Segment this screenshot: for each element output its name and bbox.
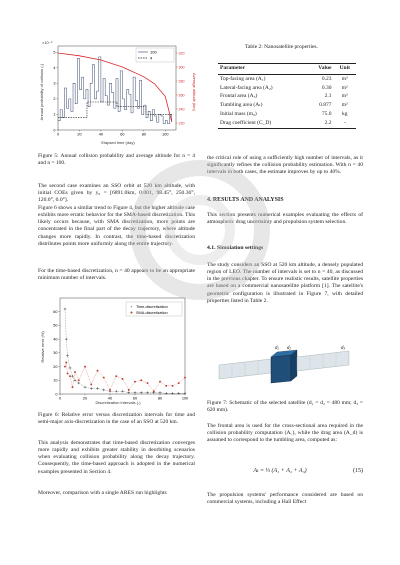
paragraph-frontal-area: The frontal area is used for the cross-sectional area required in the collision probability computation (A꜀), while the drag area (A_d) is assumed to correspond to the tumbling area, computed as: [207, 423, 363, 444]
fig5-y-left-tick-label: 2 [53, 97, 56, 102]
fig6-y-tick-label: 0 [55, 392, 58, 397]
fig5-y-left-label: Annual probability of collision (-) [39, 63, 44, 121]
fig6-time-point [77, 382, 80, 385]
fig5-marks [53, 51, 184, 137]
table-cell-value: 2.1 [324, 93, 332, 100]
paragraph-propulsion: The propulsion systems' performance considered are based on commercial systems, including a Hall Effect [207, 492, 363, 506]
fig6-y-tick-label: 10 [53, 378, 58, 383]
fig5-x-tick-label: 80 [141, 132, 146, 137]
equation-15 [207, 468, 363, 476]
fig6-legend-time: Time-discretization [136, 305, 168, 309]
fig6-sma-point [90, 383, 92, 385]
table-2-caption: Table 2: Nanosatellite properties. [245, 44, 318, 50]
fig6-x-tick-label: 40 [107, 396, 113, 401]
fig6-time-point [146, 391, 149, 394]
table-cell-value: 0.23 [321, 75, 332, 82]
fig5-legend [136, 48, 174, 62]
paragraph-ares-comparison: Moreover, comparison with a single ARES run highlights [38, 490, 167, 496]
fig5-y-right-tick-label: 260 [178, 93, 185, 98]
satellite-schematic [217, 343, 357, 393]
fig6-legend-sma: SMA-discretization [136, 311, 168, 315]
fig5-y-right-tick-label: 240 [178, 107, 185, 112]
table-2-header-row [218, 64, 356, 75]
fig6-time-point [102, 389, 105, 392]
figure-6 [38, 292, 195, 406]
dimension-label-d3: d₃ [341, 345, 345, 350]
fig5-legend-100: 100 [150, 49, 157, 55]
fig6-time-point [115, 390, 118, 393]
fig6-y-tick-label: 20 [53, 364, 58, 369]
fig6-time-point [64, 308, 67, 311]
fig5-x-tick-label: 60 [120, 132, 125, 137]
fig5-legend-4: 4 [150, 55, 153, 61]
table-row [218, 101, 356, 110]
section-4-heading: 4. RESULTS AND ANALYSIS [207, 197, 284, 203]
table-2 [218, 63, 356, 129]
fig5-y-left-tick-label: 4 [53, 66, 56, 71]
fig5-x-tick-label: 0 [56, 132, 60, 137]
fig6-sma-point [128, 389, 130, 391]
fig6-y-tick-label: 30 [53, 351, 58, 356]
satellite-body-side [291, 350, 297, 381]
fig6-sma-point [69, 375, 71, 377]
fig5-x-label: Elapsed time (day) [101, 140, 135, 145]
fig6-time-point [90, 387, 93, 390]
fig5-y-right-tick-label: 280 [178, 79, 185, 84]
fig6-x-tick-label: 80 [157, 396, 163, 401]
fig6-sma-point [109, 389, 111, 391]
table-header-value: Value [307, 64, 334, 75]
fig6-y-tick-label: 60 [53, 310, 58, 315]
fig6-sma-point [165, 385, 167, 387]
paragraph-critical-role: the critical role of using a sufficiently high number of intervals, as it significantly refines the collision probability estimation. With n = 40 intervals in both cases, the estimate improves by up to 40%. [207, 155, 363, 176]
fig5-y-left-tick-label: 3 [53, 81, 56, 86]
table-cell-unit: m² [341, 93, 348, 100]
paragraph-analysis-demonstrates: This analysis demonstrates that time-based discretization converges more rapidly and exhibits greater stability in deorbiting scenarios when evaluating collision probability along the decay trajectory. Consequently, the time-based approach is adopted in the numerical examples presented in Section 4. [38, 440, 195, 475]
fig6-sma-point [103, 377, 105, 379]
equation-number: (15) [353, 468, 363, 474]
paragraph-sso-orbit: The second case examines an SSO orbit at 520 km altitude, with initial COEs given by y₀ = [6891.0km, 0.001, 98.45°, 250.36°, 120.0°, 0.0°]. [38, 183, 195, 204]
paragraph-section-intro: This section presents numerical examples evaluating the effects of atmospheric drag uncertainty and propulsion system selection. [207, 212, 363, 226]
fig5-y-left-tick-label: 5 [53, 50, 56, 55]
table-cell-unit: kg [341, 110, 348, 117]
table-cell-parameter: Tumbling area (Aₜ) [220, 102, 263, 109]
table-header-unit: Unit [333, 64, 356, 75]
fig5-x-tick-label: 40 [98, 132, 104, 137]
satellite-body [271, 355, 291, 383]
fig6-marks [53, 308, 188, 401]
paragraph-study-settings: The study considers an SSO at 520 km altitude, a densely populated region of LEO. The number of intervals is set to n = 40, as discussed in the previous chapter. To ensure realistic results, satellite properties are based on a commercial nanosatellite platform [1]. The satellite's geometric configuration is illustrated in Figure 7, with detailed properties listed in Table 2. [207, 262, 363, 304]
equation-body: Aₜ = ⅓ (A₁ + A₂ + A₃) [253, 468, 307, 474]
fig6-x-tick-label: 100 [181, 396, 189, 401]
table-row [218, 84, 356, 93]
table-cell-unit: - [333, 119, 356, 128]
fig6-sma-point [134, 381, 136, 383]
fig6-time-point [159, 391, 162, 394]
fig6-sma-point [159, 381, 161, 383]
fig6-sma-point [115, 375, 117, 377]
subsection-4-1-heading: 4.1. Simulation settings [207, 245, 264, 251]
fig6-sma-point [184, 377, 186, 379]
table-cell-value: 0.30 [321, 84, 332, 91]
paragraph-figure6-trend: Figure 6 shows a similar trend to Figure 4, but the higher altitude case exhibits more erratic behavior for the SMA-based discretization. This likely occurs because, with SMA discretization, more points are concentrated in the final part of the decay trajectory, where altitude changes more rapidly. In contrast, the time-based discretization distributes points more uniformly along the entire trajectory. [38, 205, 195, 247]
table-row [218, 110, 356, 119]
table-row [218, 74, 356, 83]
fig6-x-tick-label: 0 [58, 396, 62, 401]
fig6-legend-time-marker: + [130, 304, 133, 309]
fig6-time-line [65, 309, 185, 393]
fig5-y-right-label: Average altitude (km) [192, 73, 197, 111]
table-cell-parameter: Drag coefficient (C_D) [218, 119, 307, 128]
fig6-sma-point [172, 385, 174, 387]
fig6-sma-point [67, 372, 69, 374]
fig6-sma-point [74, 371, 76, 373]
figure-7 [217, 343, 357, 393]
fig6-sma-point [140, 379, 142, 381]
table-cell-unit: m² [341, 102, 348, 109]
table-cell-unit: m² [341, 84, 348, 91]
fig6-time-point [65, 338, 68, 341]
fig6-time-point [134, 391, 137, 394]
fig6-sma-point [72, 386, 74, 388]
fig5-y-left-tick-label: 1 [53, 112, 56, 117]
table-row [218, 92, 356, 101]
fig6-y-tick-label: 50 [53, 323, 58, 328]
fig6-time-point [96, 387, 99, 390]
figure-7-caption: Figure 7: Schematic of the selected satellite (d₁ = d₂ = 480 mm; d₃ = 620 mm). [207, 400, 363, 414]
fig6-time-point [69, 367, 72, 370]
figure-5 [38, 38, 195, 146]
fig6-sma-point [147, 382, 149, 384]
dimension-label-d2: d₂ [287, 345, 291, 350]
fig6-sma-point [178, 382, 180, 384]
fig6-legend-sma-marker [131, 312, 133, 314]
fig5-exponent: ×10⁻⁵ [42, 40, 53, 45]
table-cell-parameter: Lateral-facing area (A₂) [220, 84, 273, 91]
fig6-y-label: Relative error (%) [40, 331, 45, 363]
fig6-x-tick-label: 60 [132, 396, 138, 401]
table-header-parameter: Parameter [218, 64, 307, 75]
fig6-time-point [121, 390, 124, 393]
fig5-y-right-tick-label: 220 [178, 121, 185, 126]
fig6-time-point [127, 391, 130, 394]
fig6-sma-point [78, 379, 80, 381]
figure-6-chart [38, 292, 195, 406]
table-cell-parameter: Initial mass (m₀) [220, 110, 257, 117]
paragraph-time-discretization: For the time-based discretization, n = 40 appears to be an appropriate minimum number of intervals. [38, 268, 195, 282]
fig5-x-tick-label: 20 [77, 132, 82, 137]
figure-5-caption: Figure 5: Annual collision probability and average altitude for n = 4 and n = 100. [38, 153, 195, 167]
fig6-sma-point [122, 378, 124, 380]
fig5-y-left-tick-label: 0 [53, 128, 56, 133]
table-cell-value: 0.877 [319, 102, 332, 109]
fig6-legend [126, 302, 182, 316]
figure-5-chart [38, 38, 195, 146]
fig6-x-label: Discretization intervals (-) [95, 400, 141, 405]
fig5-y-right-tick-label: 300 [178, 65, 185, 70]
fig5-y-right-tick-label: 320 [178, 51, 185, 56]
table-cell-parameter: Frontal area (A₃) [220, 93, 258, 100]
fig6-sma-point [64, 366, 66, 368]
fig6-sma-line [65, 362, 185, 391]
fig5-series-100-line [58, 57, 172, 124]
fig6-time-point [66, 354, 69, 357]
fig6-sma-point [65, 362, 67, 364]
fig6-time-point [84, 386, 87, 389]
fig6-sma-point [97, 370, 99, 372]
fig6-sma-point [153, 390, 155, 392]
table-cell-parameter: Top-facing area (A₁) [220, 75, 266, 82]
table-cell-value: 75.0 [321, 110, 332, 117]
fig6-time-point [74, 379, 77, 382]
fig6-x-tick-label: 20 [82, 396, 88, 401]
figure-6-caption: Figure 6: Relative error versus discretization intervals for time and semi-major axis-discretization in the case of an SSO at 520 km. [38, 412, 195, 426]
table-cell-unit: m² [341, 75, 348, 82]
table-cell-value: 2.2 [307, 119, 334, 128]
table-row [218, 119, 356, 128]
fig5-x-tick-label: 100 [162, 132, 169, 137]
fig6-time-point [71, 375, 74, 378]
fig6-y-tick-label: 40 [53, 337, 58, 342]
fig6-time-point [140, 391, 143, 394]
fig6-sma-point [84, 366, 86, 368]
dimension-label-d1: d₁ [275, 345, 279, 350]
